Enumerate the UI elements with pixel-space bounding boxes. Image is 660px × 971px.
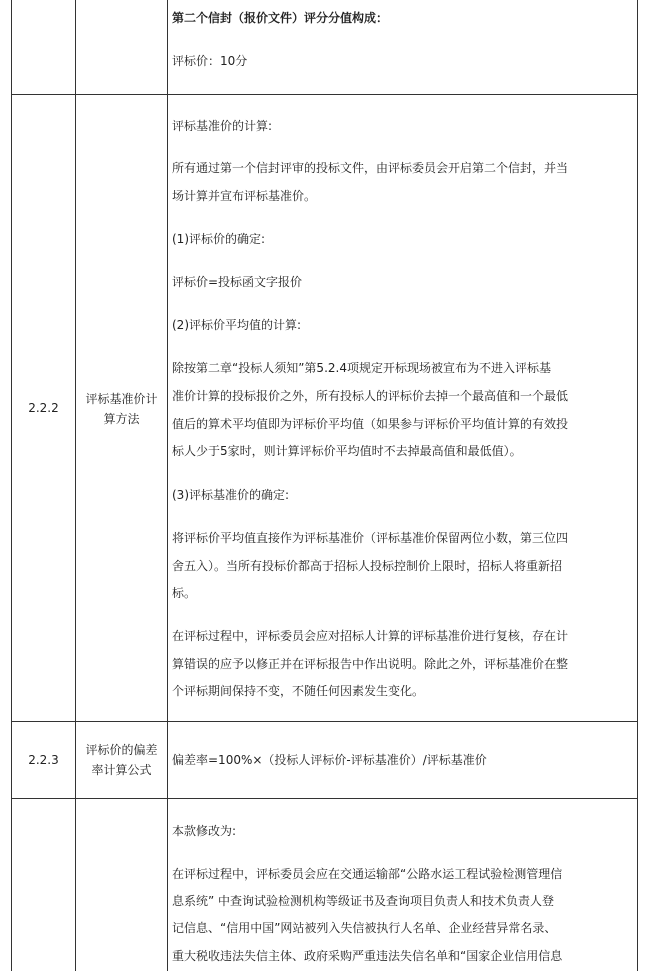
row3-line-0: 本款修改为: bbox=[172, 824, 237, 838]
row1-line-0: 评标基准价的计算: bbox=[172, 119, 273, 133]
row0-line-1: 评标价：10分 bbox=[172, 54, 248, 68]
row1-title-line-0: 评标基准价计 bbox=[85, 392, 158, 406]
row2-title-line-0: 评标价的偏差 bbox=[85, 743, 158, 757]
row1-line-10: (3)评标基准价的确定: bbox=[172, 488, 290, 502]
row1-line-14: 在评标过程中，评标委员会应对招标人计算的评标基准价进行复核，存在计 bbox=[172, 629, 569, 643]
column-divider-2 bbox=[167, 0, 168, 971]
row1-line-4: 评标价=投标函文字报价 bbox=[172, 275, 303, 289]
row-divider-3 bbox=[11, 798, 638, 799]
row2-clause-number: 2.2.3 bbox=[28, 753, 59, 767]
row1-line-7: 准价计算的投标报价之外，所有投标人的评标价去掉一个最高值和一个最低 bbox=[172, 389, 569, 403]
row-divider-1 bbox=[11, 94, 638, 95]
row1-line-11: 将评标价平均值直接作为评标基准价（评标基准价保留两位小数，第三位四 bbox=[172, 531, 569, 545]
table-border-left bbox=[11, 0, 12, 971]
row1-line-6: 除按第二章“投标人须知”第5.2.4项规定开标现场被宣布为不进入评标基 bbox=[172, 361, 551, 375]
row1-title-line-1: 算方法 bbox=[103, 412, 140, 426]
row3-line-1: 在评标过程中，评标委员会应在交通运输部“公路水运工程试验检测管理信 bbox=[172, 867, 563, 881]
row2-title-line-1: 率计算公式 bbox=[91, 763, 152, 777]
row1-line-5: (2)评标价平均值的计算: bbox=[172, 318, 302, 332]
row1-line-2: 场计算并宣布评标基准价。 bbox=[172, 189, 317, 203]
row1-line-8: 值后的算术平均值即为评标价平均值（如果参与评标价平均值计算的有效投 bbox=[172, 417, 569, 431]
row2-clause-title bbox=[76, 740, 167, 780]
row2-line-0: 偏差率=100%×（投标人评标价-评标基准价）/评标基准价 bbox=[172, 753, 487, 767]
row3-line-4: 重大税收违法失信主体、政府采购严重违法失信名单和“国家企业信用信息 bbox=[172, 949, 563, 963]
column-divider-1 bbox=[75, 0, 76, 971]
row1-line-16: 个评标期间保持不变，不随任何因素发生变化。 bbox=[172, 684, 425, 698]
row1-line-1: 所有通过第一个信封评审的投标文件，由评标委员会开启第二个信封，并当 bbox=[172, 161, 569, 175]
row1-line-9: 标人少于5家时，则计算评标价平均值时不去掉最高值和最低值）。 bbox=[172, 444, 522, 458]
row1-line-15: 算错误的应予以修正并在评标报告中作出说明。除此之外，评标基准价在整 bbox=[172, 657, 569, 671]
row1-line-13: 标。 bbox=[172, 586, 197, 600]
row1-clause-number: 2.2.2 bbox=[28, 401, 59, 415]
table-border-right bbox=[637, 0, 638, 971]
row3-line-2: 息系统” 中查询试验检测机构等级证书及查询项目负责人和技术负责人登 bbox=[172, 894, 555, 908]
row1-line-3: (1)评标价的确定: bbox=[172, 232, 266, 246]
row3-line-3: 记信息、“信用中国”网站被列入失信被执行人名单、企业经营异常名录、 bbox=[172, 921, 557, 935]
row1-clause-title bbox=[76, 389, 167, 429]
row1-line-12: 舍五入）。当所有投标价都高于招标人投标控制价上限时，招标人将重新招 bbox=[172, 559, 563, 573]
row-divider-2 bbox=[11, 721, 638, 722]
row0-line-0: 第二个信封（报价文件）评分分值构成： bbox=[172, 11, 389, 25]
